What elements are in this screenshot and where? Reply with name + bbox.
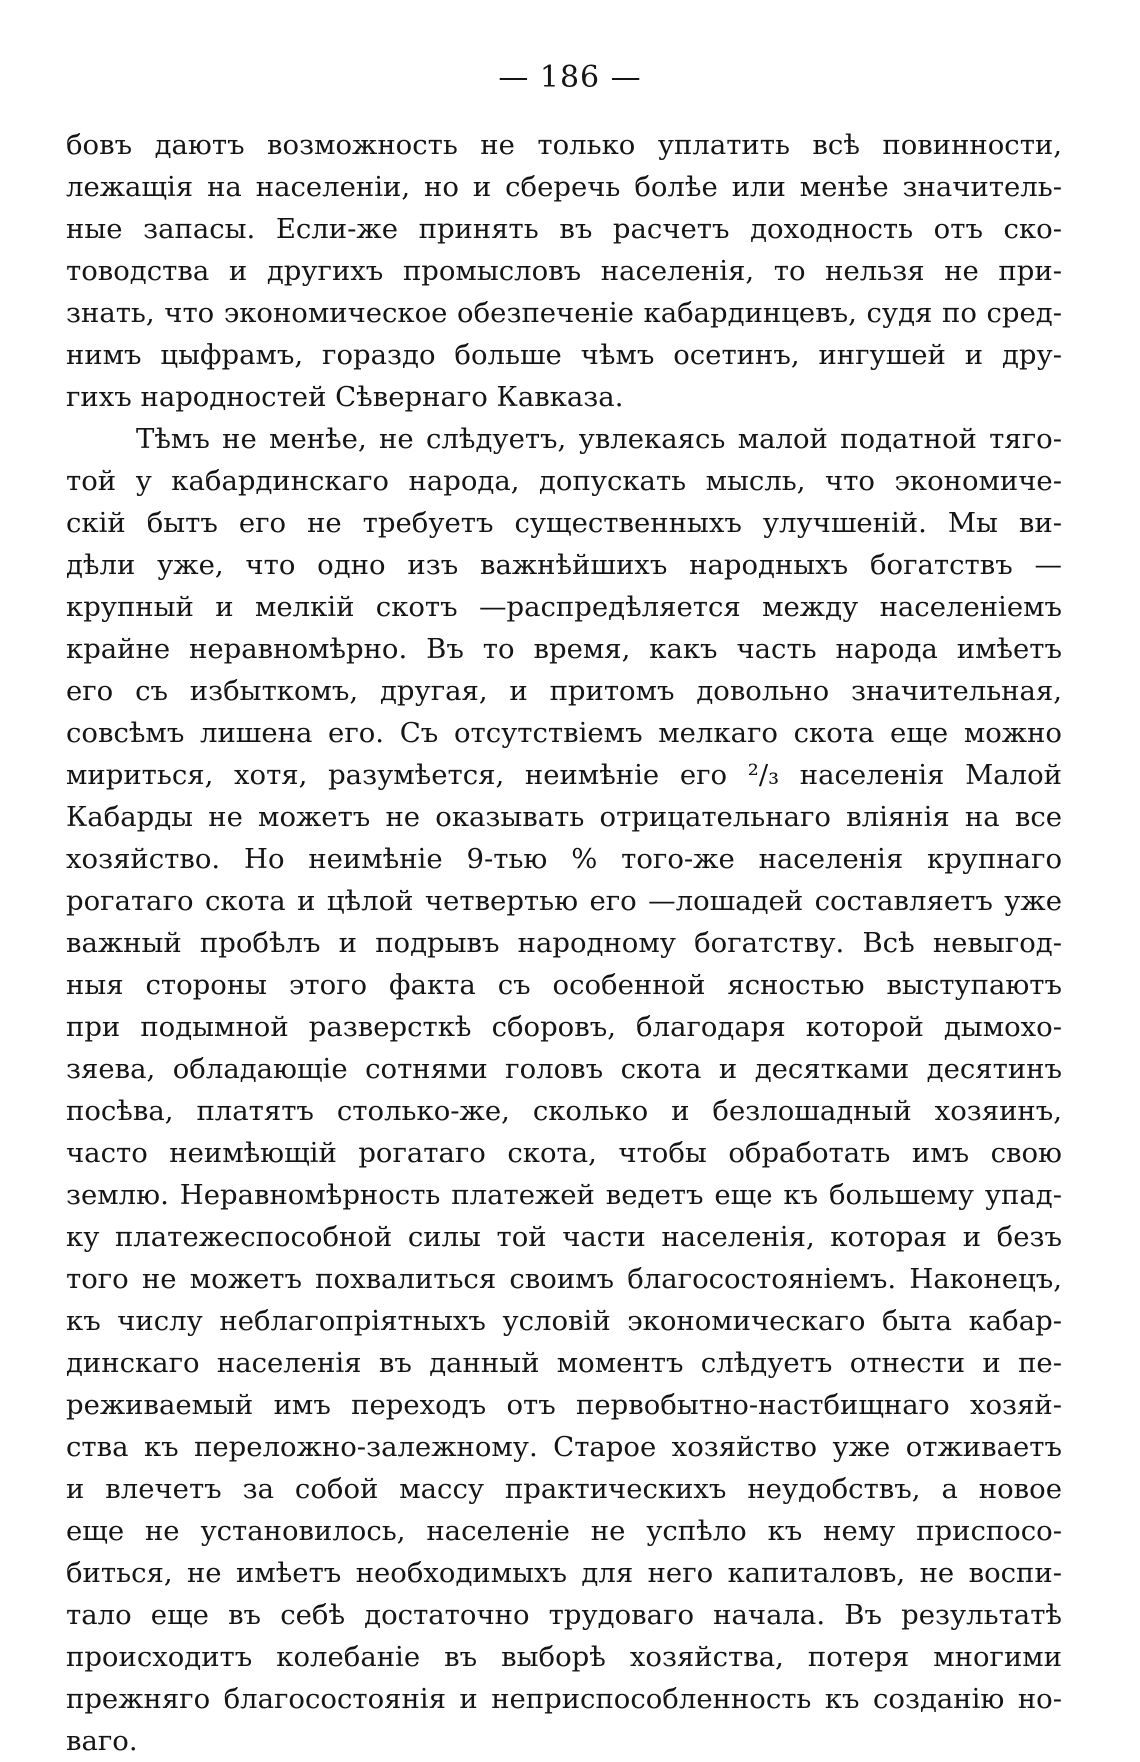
text-line: скій бытъ его не требуетъ существенныхъ улучшеній. Мы ви- — [66, 507, 1062, 539]
text-line: при подымной разверсткѣ сборовъ, благодаря которой дымохо- — [66, 1011, 1062, 1043]
text-line: важный пробѣлъ и подрывъ народному богатству. Всѣ невыгод- — [66, 927, 1062, 959]
text-line: крупный и мелкій скотъ —распредѣляется между населеніемъ — [66, 591, 1062, 623]
text-line: ваго. — [66, 1725, 138, 1757]
text-line: еще не установилось, населеніе не успѣло къ нему приспосо- — [66, 1515, 1062, 1547]
text-line: землю. Неравномѣрность платежей ведетъ еще къ большему упад- — [66, 1179, 1062, 1211]
text-line: совсѣмъ лишена его. Съ отсутствіемъ мелкаго скота еще можно — [66, 717, 1062, 749]
paragraph — [66, 418, 1062, 1762]
text-line: хозяйство. Но неимѣніе 9-тью % того-же населенія крупнаго — [66, 843, 1062, 875]
text-line: къ числу неблагопріятныхъ условій экономическаго быта кабар- — [66, 1305, 1062, 1337]
text-line: посѣва, платятъ столько-же, сколько и безлошадный хозяинъ, — [66, 1095, 1062, 1127]
text-line: знать, что экономическое обезпеченіе кабардинцевъ, судя по сред- — [66, 297, 1062, 329]
text-line: зяева, обладающіе сотнями головъ скота и десятками десятинъ — [66, 1053, 1062, 1085]
text-line: того не можетъ похвалиться своимъ благосостояніемъ. Наконецъ, — [66, 1263, 1062, 1295]
text-line: тало еще въ себѣ достаточно трудоваго начала. Въ результатѣ — [66, 1599, 1062, 1631]
text-line: реживаемый имъ переходъ отъ первобытно-настбищнаго хозяй- — [66, 1389, 1062, 1421]
text-line: крайне неравномѣрно. Въ то время, какъ часть народа имѣетъ — [66, 633, 1062, 665]
text-line: часто неимѣющій рогатаго скота, чтобы обработать имъ свою — [66, 1137, 1062, 1169]
text-line: мириться, хотя, разумѣется, неимѣніе его ²/₃ населенія Малой — [66, 759, 1062, 791]
text-line: динскаго населенія въ данный моментъ слѣдуетъ отнести и пе- — [66, 1347, 1062, 1379]
text-line: ства къ переложно-залежному. Старое хозяйство уже отживаетъ — [66, 1431, 1062, 1463]
text-line: той у кабардинскаго народа, допускать мысль, что экономиче- — [66, 465, 1062, 497]
body-text — [66, 124, 1062, 1762]
text-line: и влечетъ за собой массу практическихъ неудобствъ, а новое — [66, 1473, 1062, 1505]
text-line: гихъ народностей Сѣвернаго Кавказа. — [66, 381, 624, 413]
text-line: бовъ даютъ возможность не только уплатить всѣ повинности, — [66, 129, 1062, 161]
text-line: происходитъ колебаніе въ выборѣ хозяйства, потеря многими — [66, 1641, 1062, 1673]
text-line: ные запасы. Если-же принять въ расчетъ доходность отъ ско- — [66, 213, 1062, 245]
text-line: Тѣмъ не менѣе, не слѣдуетъ, увлекаясь малой податной тяго- — [136, 423, 1062, 455]
text-line: биться, не имѣетъ необходимыхъ для него капиталовъ, не воспи- — [66, 1557, 1062, 1589]
text-line: его съ избыткомъ, другая, и притомъ довольно значительная, — [66, 675, 1062, 707]
text-line: дѣли уже, что одно изъ важнѣйшихъ народныхъ богатствъ — — [66, 549, 1062, 581]
text-line: товодства и другихъ промысловъ населенія, то нельзя не при- — [66, 255, 1062, 287]
paragraph — [66, 124, 1062, 418]
text-line: рогатаго скота и цѣлой четвертью его —лошадей составляетъ уже — [66, 885, 1062, 917]
text-line: прежняго благосостоянія и неприспособленность къ созданію но- — [66, 1683, 1062, 1715]
text-line: лежащія на населеніи, но и сберечь болѣе или менѣе значитель- — [66, 171, 1062, 203]
text-line: Кабарды не можетъ не оказывать отрицательнаго вліянія на все — [66, 801, 1062, 833]
text-line: ку платежеспособной силы той части населенія, которая и безъ — [66, 1221, 1062, 1253]
page-number: — 186 — — [498, 60, 642, 95]
text-line: ныя стороны этого факта съ особенной ясностью выступаютъ — [66, 969, 1062, 1001]
text-line: нимъ цыфрамъ, гораздо больше чѣмъ осетинъ, ингушей и дру- — [66, 339, 1062, 371]
